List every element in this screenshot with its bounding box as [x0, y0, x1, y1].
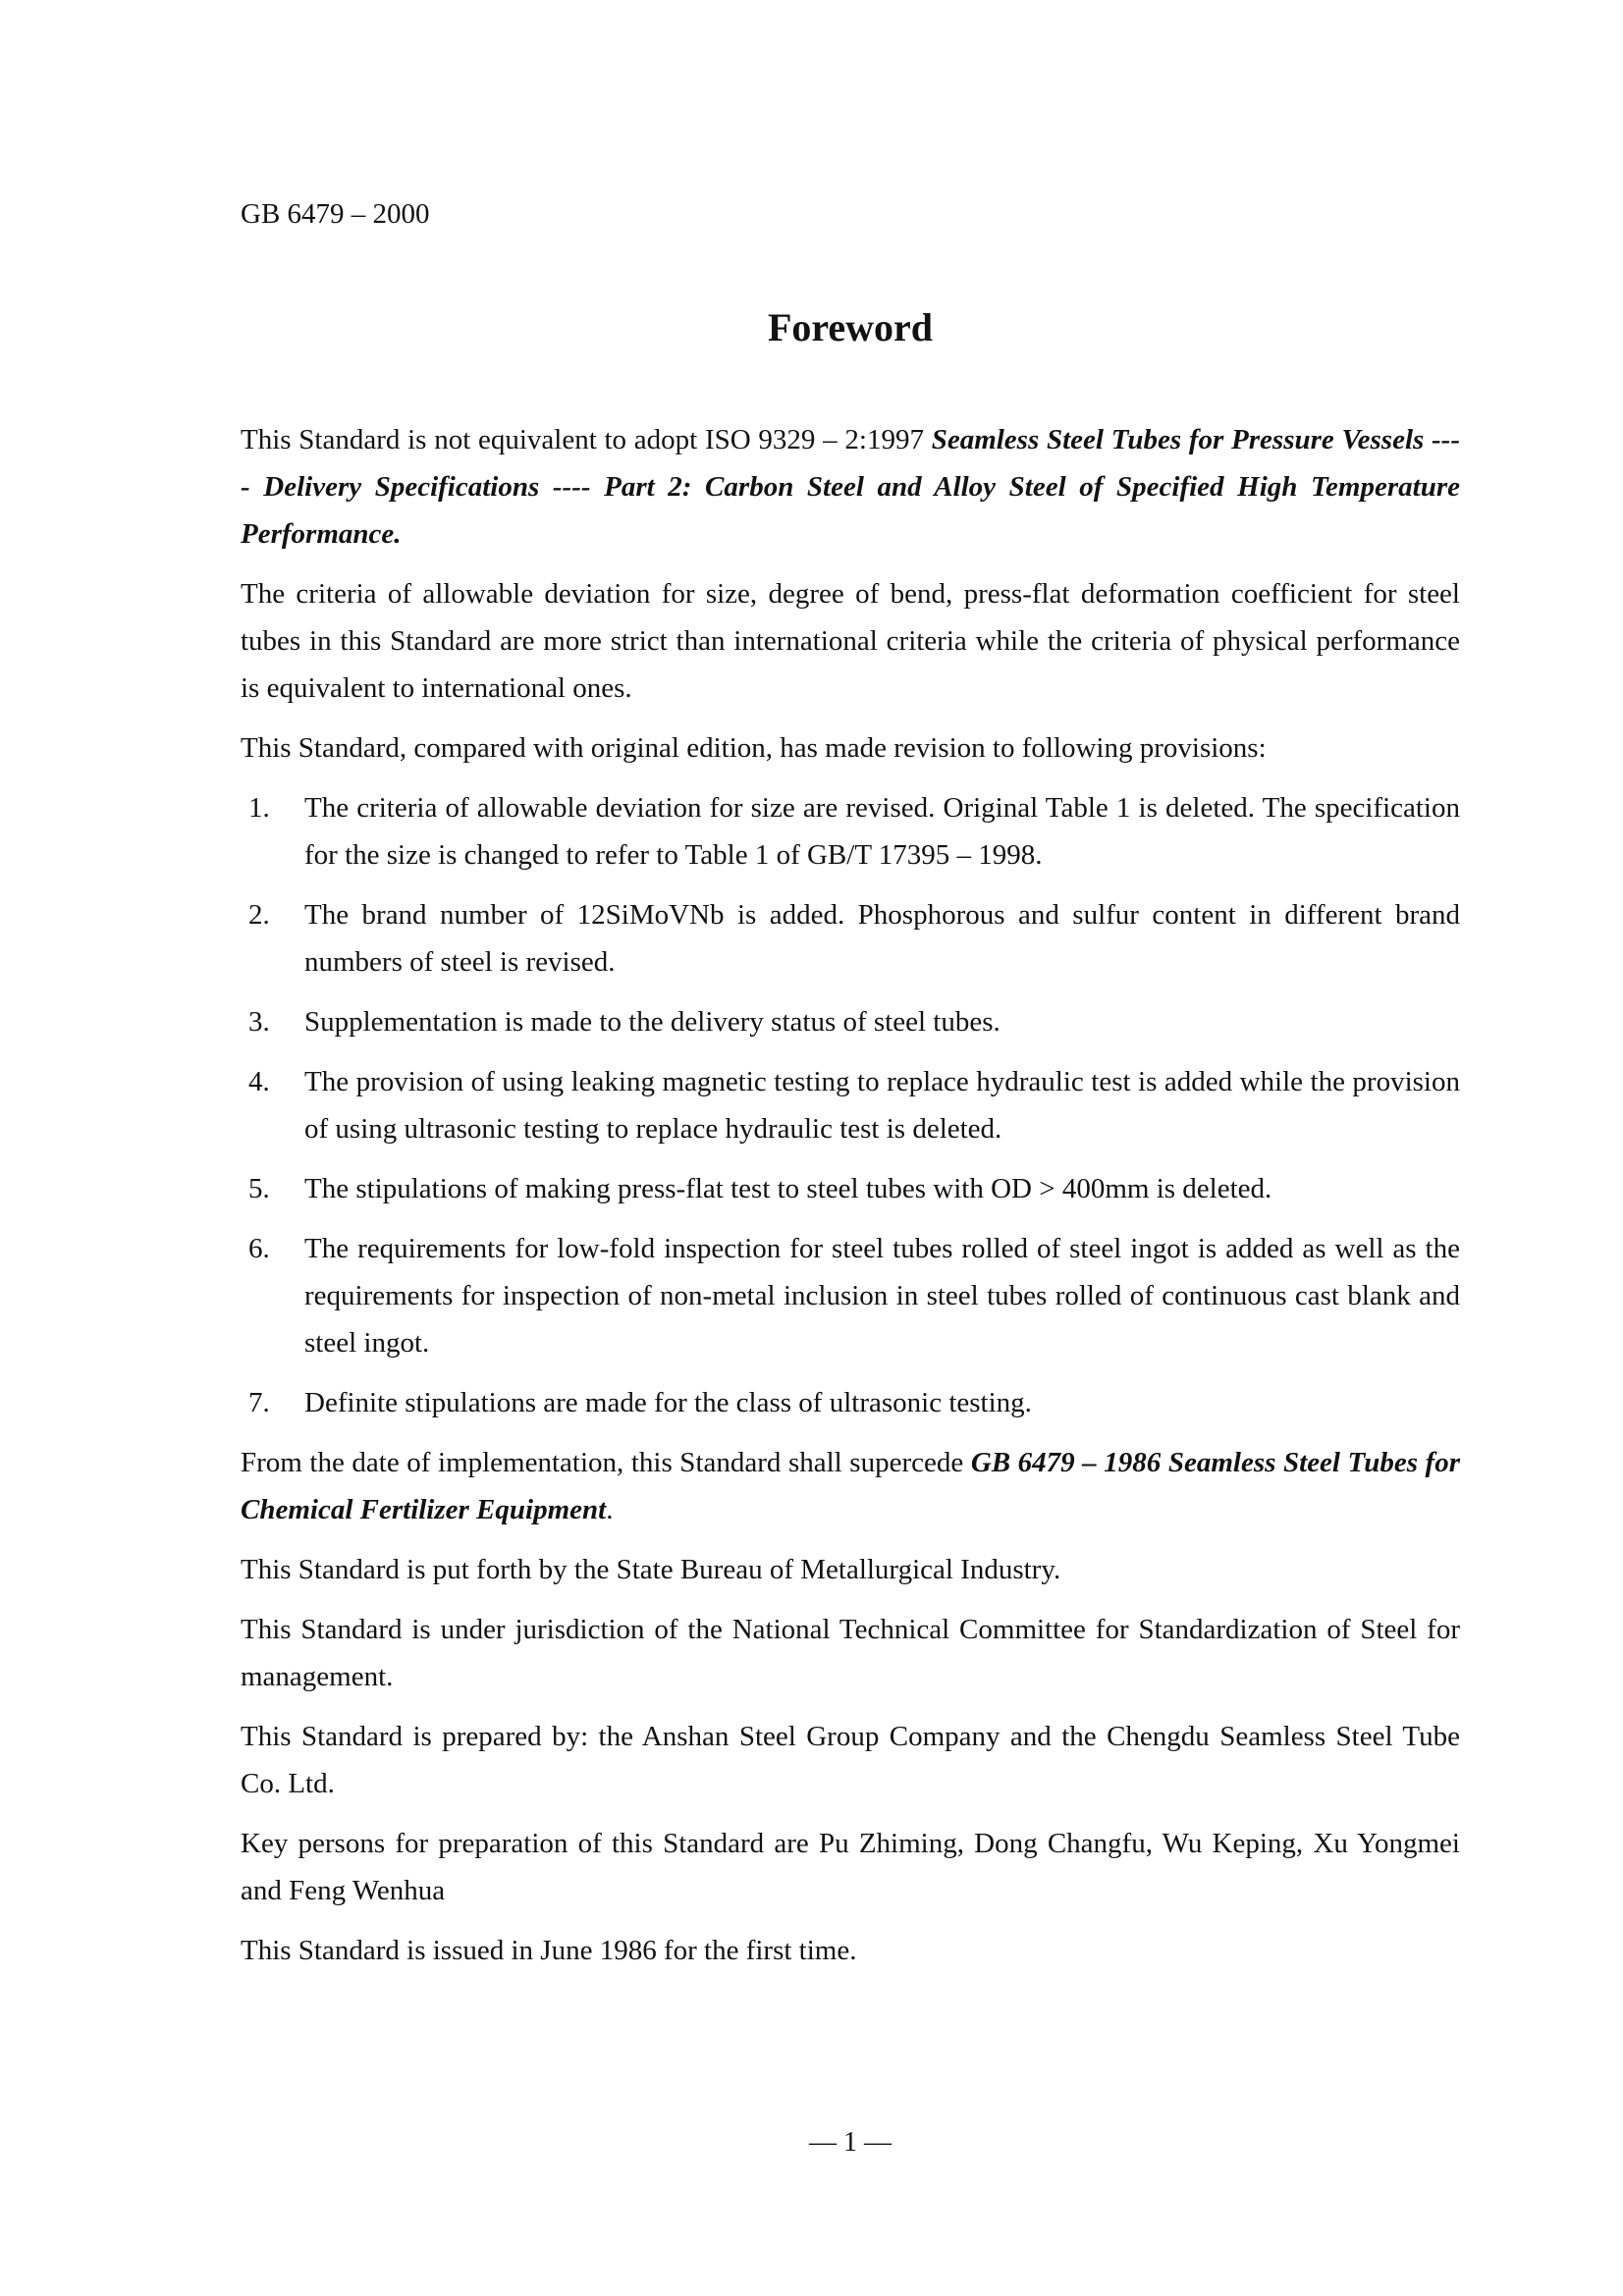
- list-item: [241, 1225, 1460, 1366]
- list-item-text: [304, 1165, 1460, 1212]
- list-item: [241, 1379, 1460, 1426]
- paragraph: [241, 1820, 1460, 1914]
- text-run: This Standard is prepared by: the Anshan Steel Group Company and the Chengdu Seamless Steel Tube Co. Ltd.: [241, 1721, 1460, 1799]
- paragraph: [241, 1713, 1460, 1807]
- text-run: From the date of implementation, this Standard shall supercede: [241, 1447, 971, 1478]
- list-item: [241, 1058, 1460, 1152]
- text-run: The criteria of allowable deviation for size are revised. Original Table 1 is deleted. The specification for the size is changed to refer to Table 1 of GB/T 17395 – 1998.: [304, 792, 1460, 871]
- text-run: This Standard is under jurisdiction of the National Technical Committee for Standardization of Steel for management.: [241, 1614, 1460, 1692]
- text-run: Supplementation is made to the delivery status of steel tubes.: [304, 1006, 1001, 1038]
- list-item: [241, 998, 1460, 1045]
- paragraph: [241, 1439, 1460, 1533]
- page-title: Foreword: [767, 305, 934, 349]
- list-item-text: [304, 1225, 1460, 1366]
- text-run: The brand number of 12SiMoVNb is added. Phosphorous and sulfur content in different brand numbers of steel is revised.: [304, 899, 1460, 978]
- text-run: This Standard is issued in June 1986 for the first time.: [241, 1935, 857, 1966]
- list-item: [241, 891, 1460, 986]
- paragraph: [241, 724, 1460, 772]
- list-number: 5.: [248, 1173, 270, 1204]
- text-run: This Standard, compared with original edition, has made revision to following provisions:: [241, 732, 1267, 764]
- text-run: The provision of using leaking magnetic testing to replace hydraulic test is added while the provision of using ultrasonic testing to replace hydraulic test is deleted.: [304, 1066, 1460, 1145]
- document-code: GB 6479 – 2000: [241, 198, 430, 230]
- text-run: The stipulations of making press-flat test to steel tubes with OD > 400mm is deleted.: [304, 1173, 1272, 1204]
- standard-title-emphasis: Seamless Steel Tubes for Pressure Vessels ---- Delivery Specifications ---- Part 2: Carbon Steel and Alloy Steel of Specified High Temperature Performance.: [241, 424, 1460, 550]
- list-item-text: [304, 998, 1460, 1045]
- list-item: [241, 784, 1460, 879]
- list-number: 7.: [248, 1387, 270, 1418]
- list-item: [241, 1165, 1460, 1212]
- list-number: 2.: [248, 899, 270, 931]
- list-number: 6.: [248, 1233, 270, 1264]
- page-number: — 1 —: [809, 2127, 892, 2158]
- list-number: 3.: [248, 1006, 270, 1038]
- list-item-text: [304, 1379, 1460, 1426]
- list-number: 4.: [248, 1066, 270, 1097]
- list-number: 1.: [248, 792, 270, 824]
- list-item-text: [304, 784, 1460, 879]
- paragraph: [241, 1606, 1460, 1700]
- standard-title-emphasis: GB 6479 – 1986 Seamless Steel Tubes for Chemical Fertilizer Equipment: [241, 1447, 1460, 1525]
- paragraph: [241, 1927, 1460, 1974]
- text-run: The requirements for low-fold inspection for steel tubes rolled of steel ingot is added as well as the requirements for inspection of non-metal inclusion in steel tubes rolled of continuous cast blank and steel ingot.: [304, 1233, 1460, 1359]
- text-run: .: [606, 1494, 614, 1525]
- paragraph: [241, 570, 1460, 712]
- text-run: Key persons for preparation of this Standard are Pu Zhiming, Dong Changfu, Wu Keping, Xu Yongmei and Feng Wenhua: [241, 1828, 1460, 1906]
- text-run: The criteria of allowable deviation for size, degree of bend, press-flat deformation coefficient for steel tubes in this Standard are more strict than international criteria while the criteria of physical performance is equivalent to international ones.: [241, 578, 1460, 704]
- paragraph: [241, 416, 1460, 558]
- list-item-text: [304, 1058, 1460, 1152]
- text-run: Definite stipulations are made for the class of ultrasonic testing.: [304, 1387, 1032, 1418]
- text-run: This Standard is not equivalent to adopt ISO 9329 – 2:1997: [241, 424, 932, 455]
- list-item-text: [304, 891, 1460, 986]
- document-body: [241, 416, 1460, 1974]
- text-run: This Standard is put forth by the State Bureau of Metallurgical Industry.: [241, 1554, 1061, 1585]
- paragraph: [241, 1546, 1460, 1593]
